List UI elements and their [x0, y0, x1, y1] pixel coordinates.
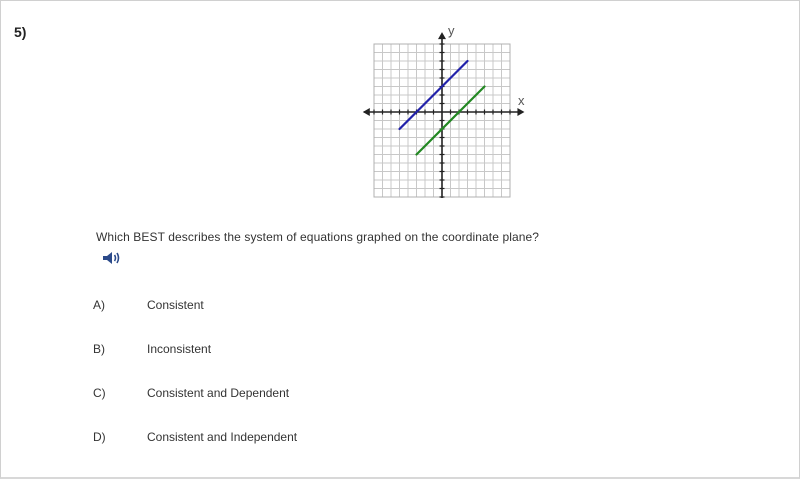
question-number: 5) [14, 24, 27, 40]
choice-c[interactable] [0, 386, 798, 408]
choice-text: Consistent and Dependent [147, 386, 290, 400]
choice-a[interactable] [0, 298, 798, 320]
axes [363, 32, 525, 198]
choice-b[interactable] [0, 342, 798, 364]
speaker-icon[interactable] [102, 250, 122, 266]
choice-letter: B) [93, 342, 105, 356]
x-arrow-left [363, 108, 370, 116]
choice-d[interactable] [0, 430, 798, 452]
choice-letter: A) [93, 298, 105, 312]
choice-text: Inconsistent [147, 342, 212, 356]
y-axis-label: y [448, 23, 455, 38]
y-arrow-up [438, 32, 446, 39]
choice-text: Consistent and Independent [147, 430, 298, 444]
coordinate-plane [355, 18, 535, 198]
choice-letter: D) [93, 430, 106, 444]
x-axis-label: x [518, 93, 525, 108]
choice-letter: C) [93, 386, 106, 400]
choice-text: Consistent [147, 298, 204, 312]
x-arrow-right [517, 108, 524, 116]
question-prompt: Which BEST describes the system of equations graphed on the coordinate plane? [96, 230, 540, 244]
